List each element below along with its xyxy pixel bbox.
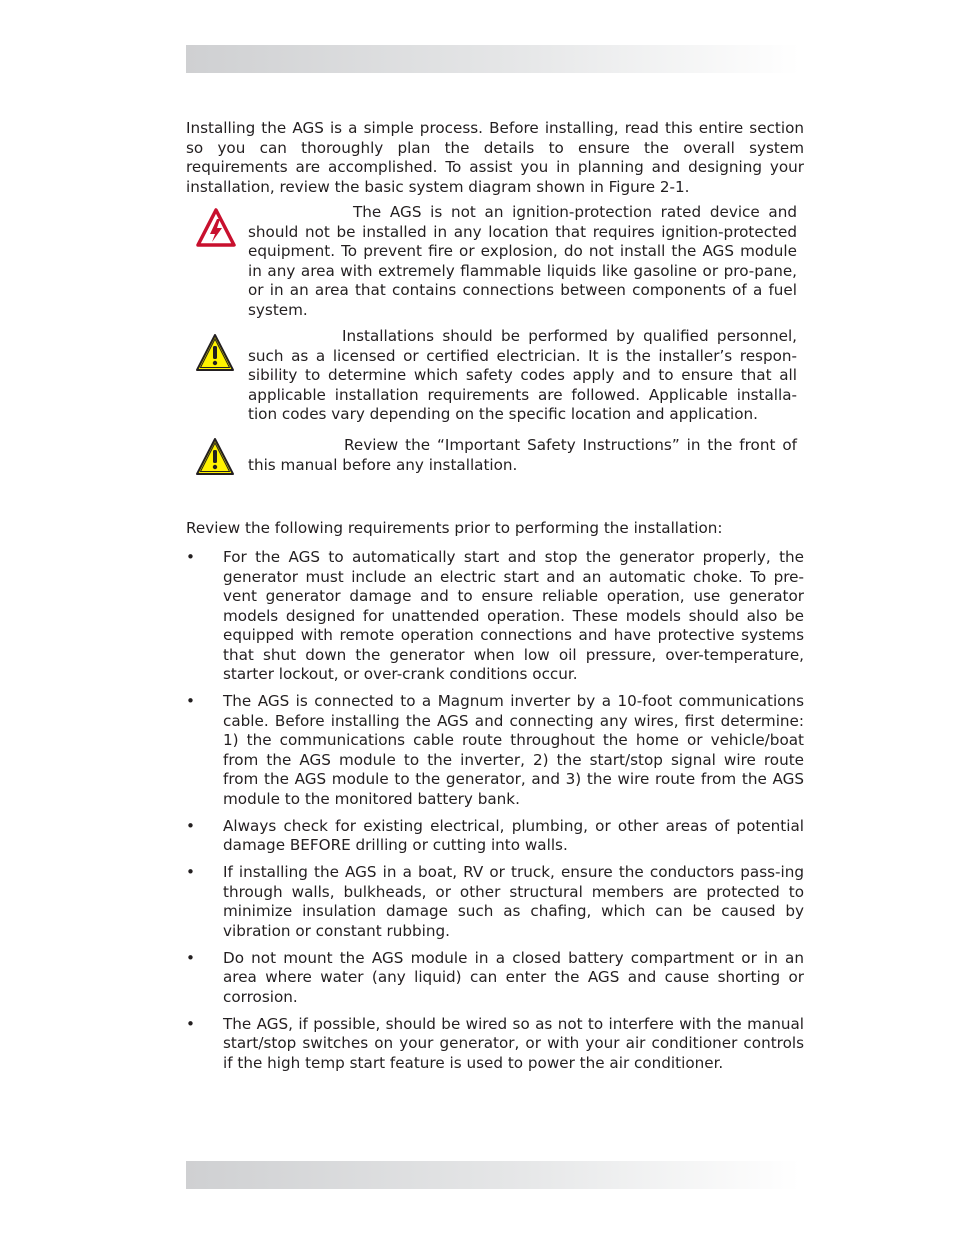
list-item: • The AGS, if possible, should be wired so as not to interfere with the manual start/stop switches on your generator, or with your air conditioner controls if the high temp start feature is used to power the air conditioner.	[186, 1014, 804, 1072]
bullet-icon: •	[186, 816, 195, 835]
bullet-icon: •	[186, 692, 195, 710]
bullet-icon: •	[186, 1014, 195, 1033]
requirements-list	[186, 548, 804, 1081]
bullet-icon: •	[186, 948, 195, 967]
bullet-icon: •	[186, 548, 195, 566]
header-bar	[186, 45, 800, 73]
footer-bar	[186, 1161, 800, 1189]
bullet-icon: •	[186, 863, 195, 881]
list-item: • For the AGS to automatically start and stop the generator properly, the generator must include an electric start and an automatic choke. To pre-vent generator damage and to ensure reliable operation, use generator models designed for unattended operation. These models should also be equipped with remote operation connections and have protective systems that shut down the generator when low oil pressure, over-temperature, starter lockout, or over-crank conditions occur.	[186, 548, 804, 683]
list-item: • The AGS is connected to a Magnum inverter by a 10-foot communications cable. Before installing the AGS and connecting any wires, first determine: 1) the communications cable route throughout the home or vehicle/boat from the AGS module to the inverter, 2) the start/stop signal wire route from the AGS module to the generator, and 3) the wire route from the AGS module to the monitored battery bank.	[186, 692, 804, 808]
intro-paragraph: Installing the AGS is a simple process. Before installing, read this entire section so you can thoroughly plan the details to ensure the overall system requirements are accomplished. To assist you in planning and designing your installation, review the basic system diagram shown in Figure 2-1.	[186, 119, 804, 196]
warning-text-safety-instructions: Review the “Important Safety Instructions” in the front of this manual before any installation.	[248, 436, 797, 474]
warning-text-qualified-personnel: Installations should be performed by qualified personnel, such as a licensed or certified electrician. It is the installer’s respon-sibility to determine which safety codes apply and to ensure that all applicable installation requirements are followed. Applicable installa-tion codes vary depending on the specific location and application.	[248, 327, 797, 423]
caution-exclamation-icon	[194, 332, 236, 374]
electrical-hazard-icon	[195, 207, 237, 249]
list-item: • If installing the AGS in a boat, RV or truck, ensure the conductors pass-ing through walls, bulkheads, or other structural members are protected to minimize insulation damage such as chafing, which can be caused by vibration or constant rubbing.	[186, 863, 804, 940]
warning-text-ignition: The AGS is not an ignition-protection rated device and should not be installed in any location that requires ignition-protected equipment. To prevent fire or explosion, do not install the AGS module in any area with extremely flammable liquids like gasoline or pro-pane, or in an area that contains connections between components of a fuel system.	[248, 203, 797, 319]
list-item: • Always check for existing electrical, plumbing, or other areas of potential damage BEFORE drilling or cutting into walls.	[186, 816, 804, 854]
caution-exclamation-icon	[194, 436, 236, 478]
list-item: • Do not mount the AGS module in a closed battery compartment or in an area where water (any liquid) can enter the AGS and cause shorting or corrosion.	[186, 948, 804, 1006]
requirements-intro: Review the following requirements prior to performing the installation:	[186, 519, 723, 537]
